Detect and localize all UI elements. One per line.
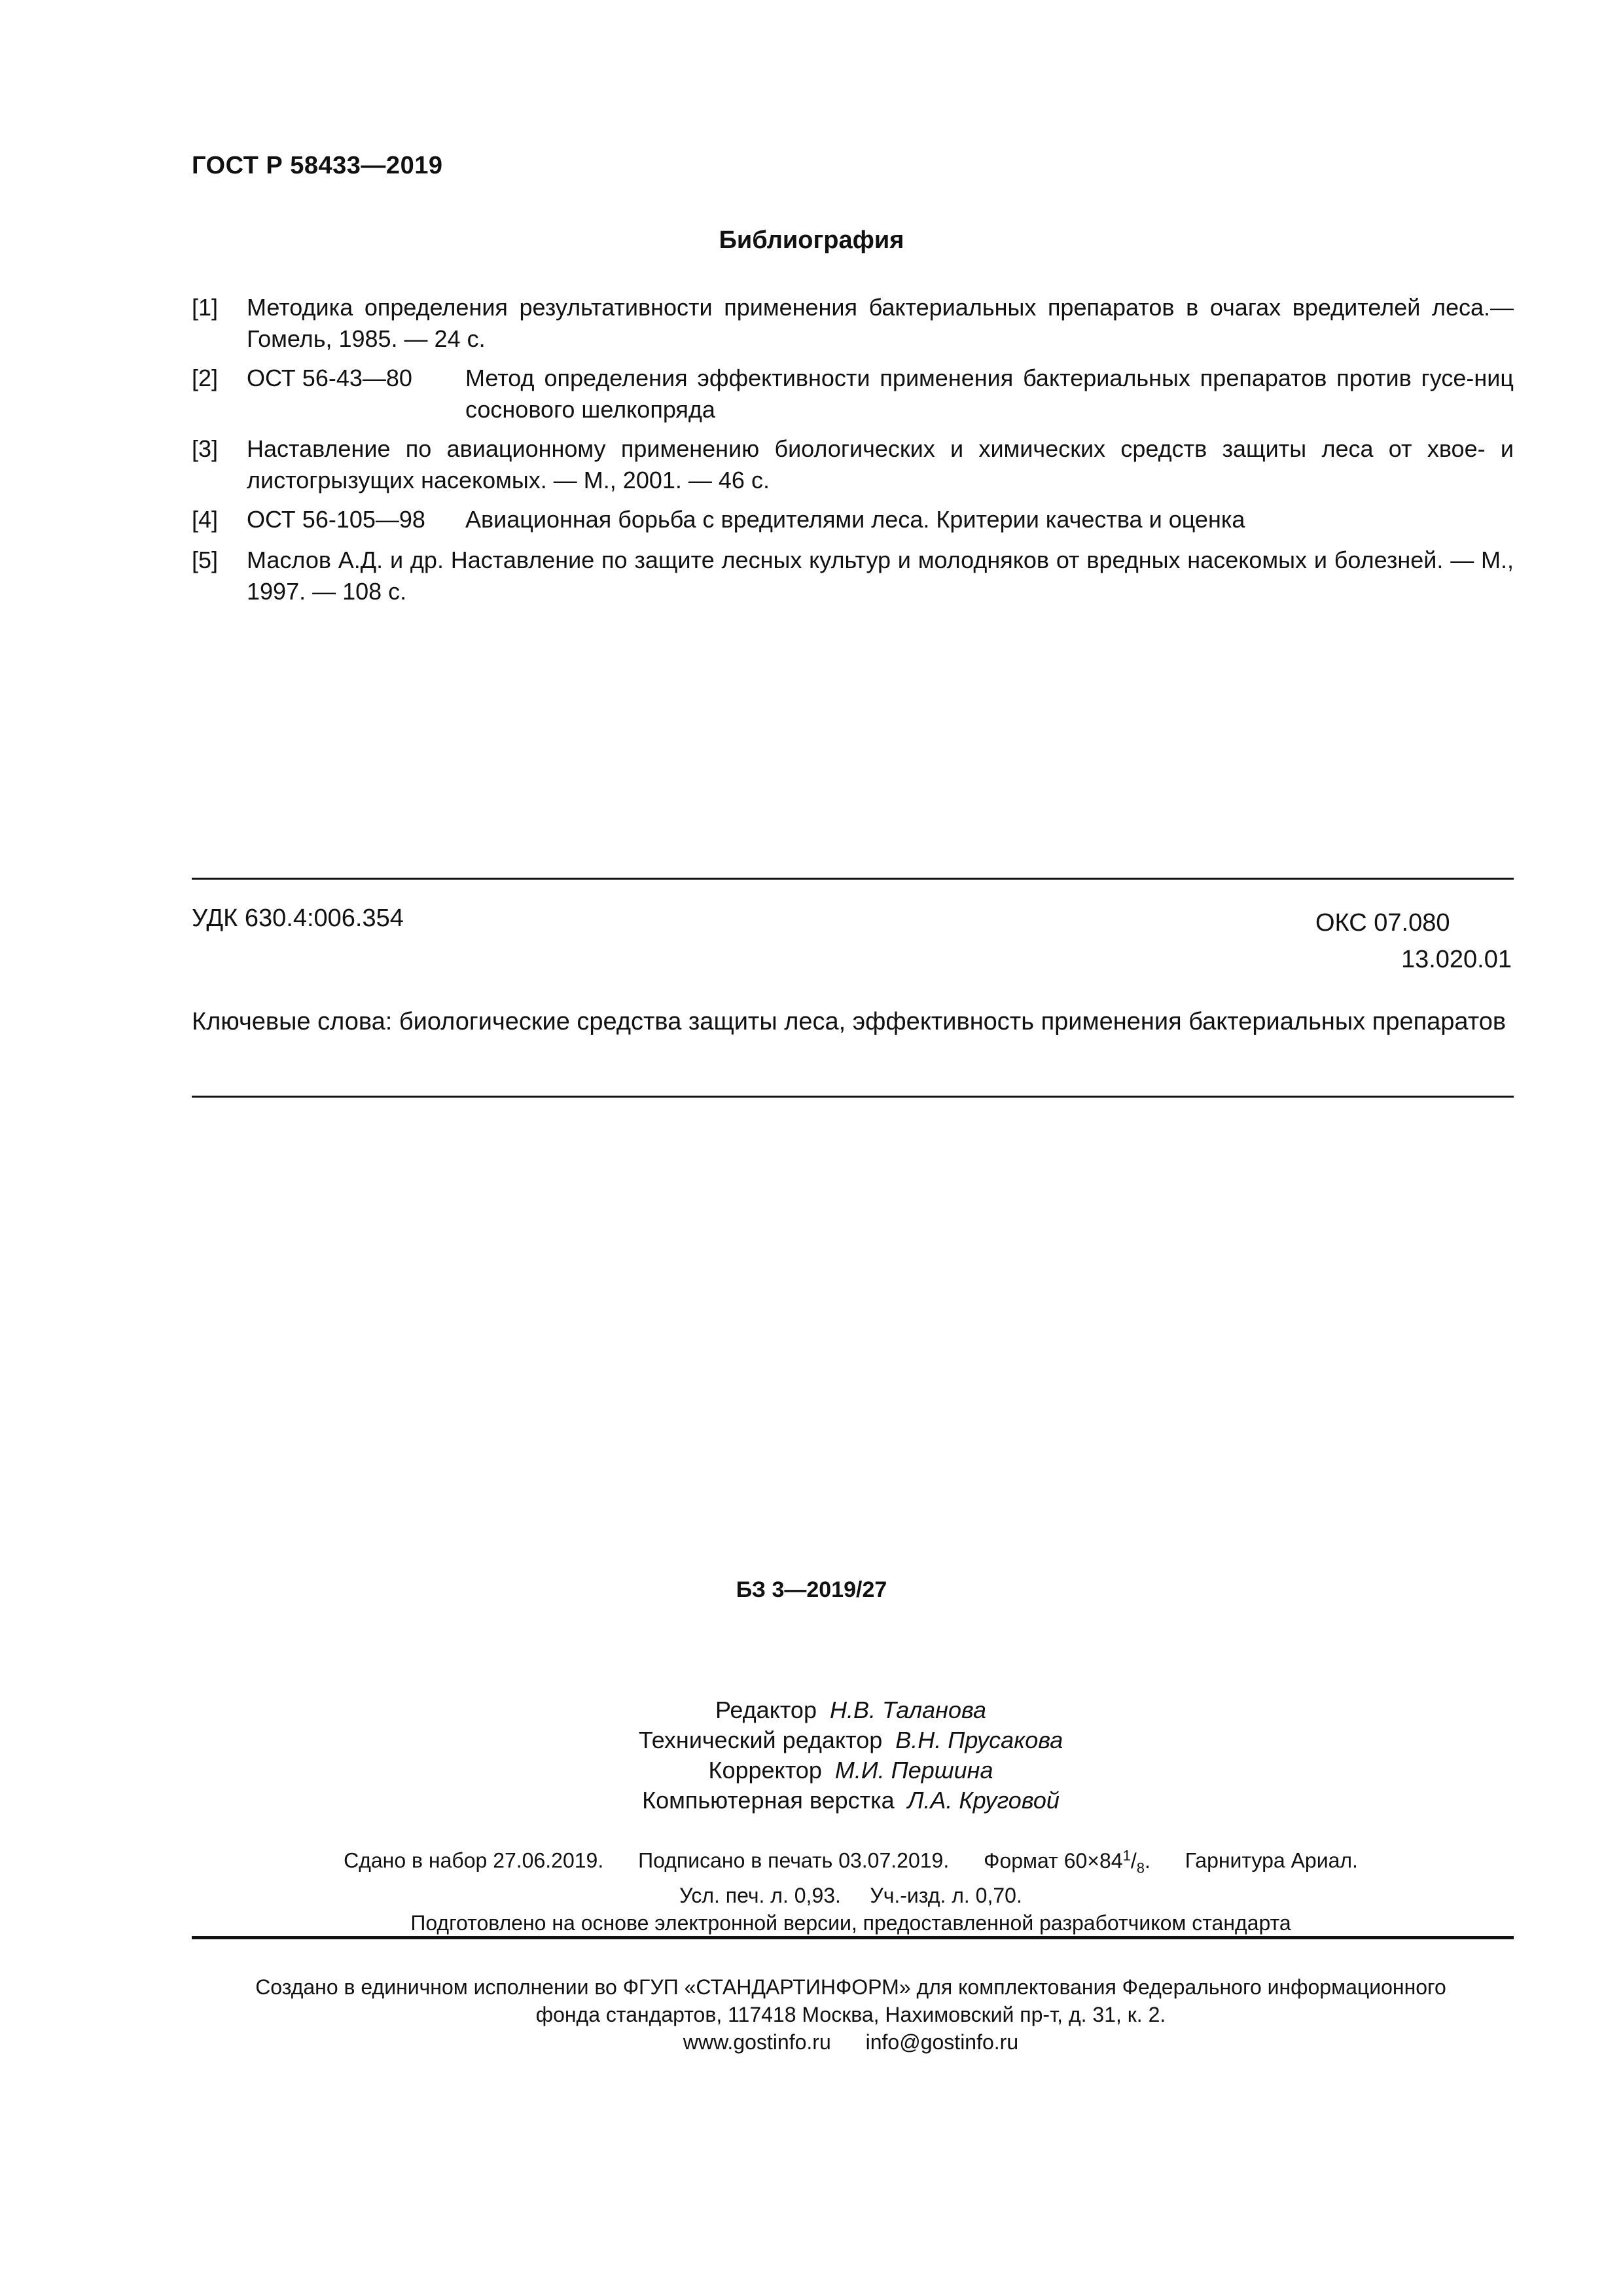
print-sheets: Усл. печ. л. 0,93. <box>679 1884 841 1908</box>
footer-line-2: фонда стандартов, 117418 Москва, Нахимовский пр-т, д. 31, к. 2. <box>535 2003 1166 2026</box>
item-code: ОСТ 56-43—80 <box>247 365 412 391</box>
credit-role: Редактор <box>715 1696 817 1723</box>
item-number: [3] <box>192 435 219 462</box>
credit-line <box>0 1755 1623 1785</box>
oks-line-1: ОКС 07.080 <box>1315 909 1450 937</box>
standard-code: ГОСТ Р 58433—2019 <box>192 152 443 179</box>
bibliography-item <box>192 292 1514 355</box>
imprint-block <box>0 1842 1623 1937</box>
pub-sheets: Уч.-изд. л. 0,70. <box>870 1884 1022 1908</box>
credit-role: Технический редактор <box>638 1727 883 1753</box>
oks-codes <box>1283 905 1512 978</box>
item-text: Методика определения результативности применения бактериальных препаратов в очагах вредителей леса.— Гомель, 1985. — 24 с. <box>247 294 1514 352</box>
credit-name: Н.В. Таланова <box>829 1696 986 1723</box>
bz-number: БЗ 3—2019/27 <box>736 1577 887 1602</box>
credit-name: М.И. Першина <box>834 1757 993 1784</box>
bibliography-item <box>192 433 1514 496</box>
item-number: [5] <box>192 547 219 573</box>
footer-block <box>0 1973 1623 2056</box>
footer-contacts <box>0 2028 1623 2056</box>
divider <box>192 1096 1514 1098</box>
credit-name: В.Н. Прусакова <box>895 1727 1063 1753</box>
keywords: Ключевые слова: биологические средства защиты леса, эффективность применения бактериальных препаратов <box>192 1008 1507 1035</box>
typeset-date: Сдано в набор 27.06.2019. <box>344 1848 604 1873</box>
item-text: Наставление по авиационному применению биологических и химических средств защиты леса от хвое- и листогрызущих насекомых. — М., 2001. — 46 с. <box>247 435 1514 493</box>
credit-line <box>0 1785 1623 1816</box>
credit-role: Компьютерная верстка <box>642 1787 895 1814</box>
imprint-line-1 <box>0 1842 1623 1882</box>
website-link[interactable]: www.gostinfo.ru <box>683 2030 831 2054</box>
bibliography-item <box>192 363 1514 425</box>
footer-line-1: Создано в единичном исполнении во ФГУП «СТАНДАРТИНФОРМ» для комплектования Федерального информационного <box>255 1975 1446 1999</box>
credit-name: Л.А. Круговой <box>907 1787 1060 1814</box>
item-text: Авиационная борьба с вредителями леса. Критерии качества и оценка <box>465 506 1245 533</box>
credit-line <box>0 1695 1623 1725</box>
imprint-line-2 <box>0 1882 1623 1909</box>
item-number: [2] <box>192 365 219 391</box>
item-number: [4] <box>192 506 219 533</box>
item-text: Метод определения эффективности применения бактериальных препаратов против гусе-ниц соснового шелкопряда <box>465 365 1514 423</box>
signed-date: Подписано в печать 03.07.2019. <box>638 1848 950 1873</box>
credit-line <box>0 1725 1623 1755</box>
divider-thick <box>192 1936 1514 1939</box>
bibliography-title: Библиография <box>719 226 904 254</box>
item-number: [1] <box>192 294 219 321</box>
item-code: ОСТ 56-105—98 <box>247 506 425 533</box>
divider <box>192 878 1514 880</box>
credits-block <box>0 1695 1623 1816</box>
bibliography-item <box>192 545 1514 607</box>
oks-line-2: 13.020.01 <box>1400 946 1512 973</box>
format: Формат $60\times 84^1/_8$. <box>984 1847 1150 1876</box>
bibliography-item <box>192 504 1514 535</box>
imprint-line-3: Подготовлено на основе электронной версии, предоставленной разработчиком стандарта <box>410 1911 1291 1935</box>
font-name: Гарнитура Ариал. <box>1185 1848 1358 1873</box>
email-link[interactable]: info@gostinfo.ru <box>865 2030 1019 2054</box>
credit-role: Корректор <box>708 1757 822 1784</box>
item-text: Маслов А.Д. и др. Наставление по защите лесных культур и молодняков от вредных насекомых и болезней. — М., 1997. — 108 с. <box>247 547 1514 605</box>
udk-code: УДК 630.4:006.354 <box>192 905 404 932</box>
